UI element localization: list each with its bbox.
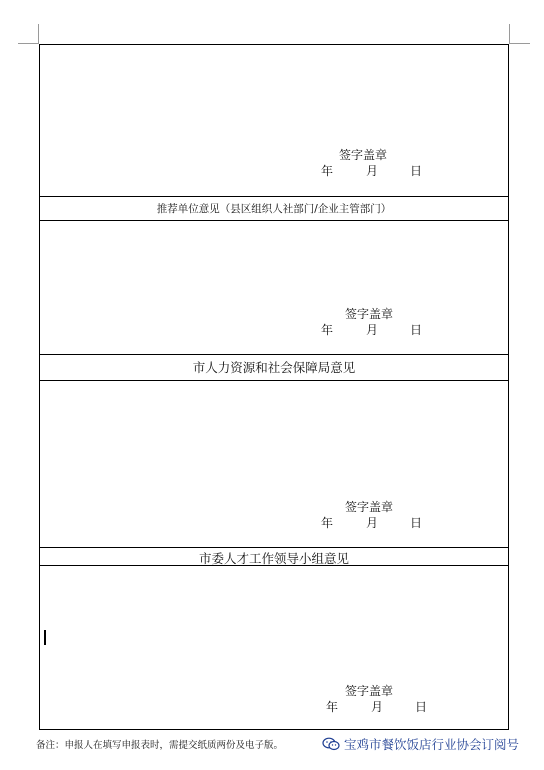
- month-label: 月: [366, 164, 379, 178]
- month-label: 月: [371, 700, 384, 714]
- row-divider: [40, 354, 508, 355]
- signature-label: 签字盖章: [345, 307, 394, 321]
- year-label: 年: [321, 516, 334, 530]
- section-title-talent-leading-group: 市委人才工作领导小组意见: [198, 551, 349, 566]
- crop-mark-top-right-v: [509, 24, 510, 44]
- day-label: 日: [410, 164, 423, 178]
- section-title-recommending-unit: 推荐单位意见（县区组织人社部门/企业主管部门）: [156, 203, 392, 215]
- crop-mark-top-left-v: [38, 24, 39, 44]
- day-label: 日: [415, 700, 428, 714]
- watermark-text: 宝鸡市餐饮饭店行业协会订阅号: [344, 737, 520, 752]
- signature-label: 签字盖章: [339, 148, 388, 162]
- year-label: 年: [326, 700, 339, 714]
- crop-mark-top-right-h: [509, 43, 530, 44]
- row-divider: [40, 547, 508, 548]
- signature-label: 签字盖章: [345, 684, 394, 698]
- day-label: 日: [410, 323, 423, 337]
- wechat-icon: [322, 737, 340, 751]
- row-divider: [40, 380, 508, 381]
- row-divider: [40, 565, 508, 566]
- day-label: 日: [410, 516, 423, 530]
- month-label: 月: [366, 323, 379, 337]
- row-divider: [40, 220, 508, 221]
- footer-note: 备注：申报人在填写申报表时，需提交纸质两份及电子版。: [36, 740, 284, 751]
- text-cursor[interactable]: [44, 630, 46, 645]
- year-label: 年: [321, 164, 334, 178]
- row-divider: [40, 196, 508, 197]
- year-label: 年: [321, 323, 334, 337]
- watermark: [322, 735, 519, 753]
- crop-mark-top-left-h: [18, 43, 39, 44]
- signature-label: 签字盖章: [345, 500, 394, 514]
- month-label: 月: [366, 516, 379, 530]
- opinion-table: [39, 44, 509, 730]
- section-title-hrss-bureau: 市人力资源和社会保障局意见: [192, 360, 356, 375]
